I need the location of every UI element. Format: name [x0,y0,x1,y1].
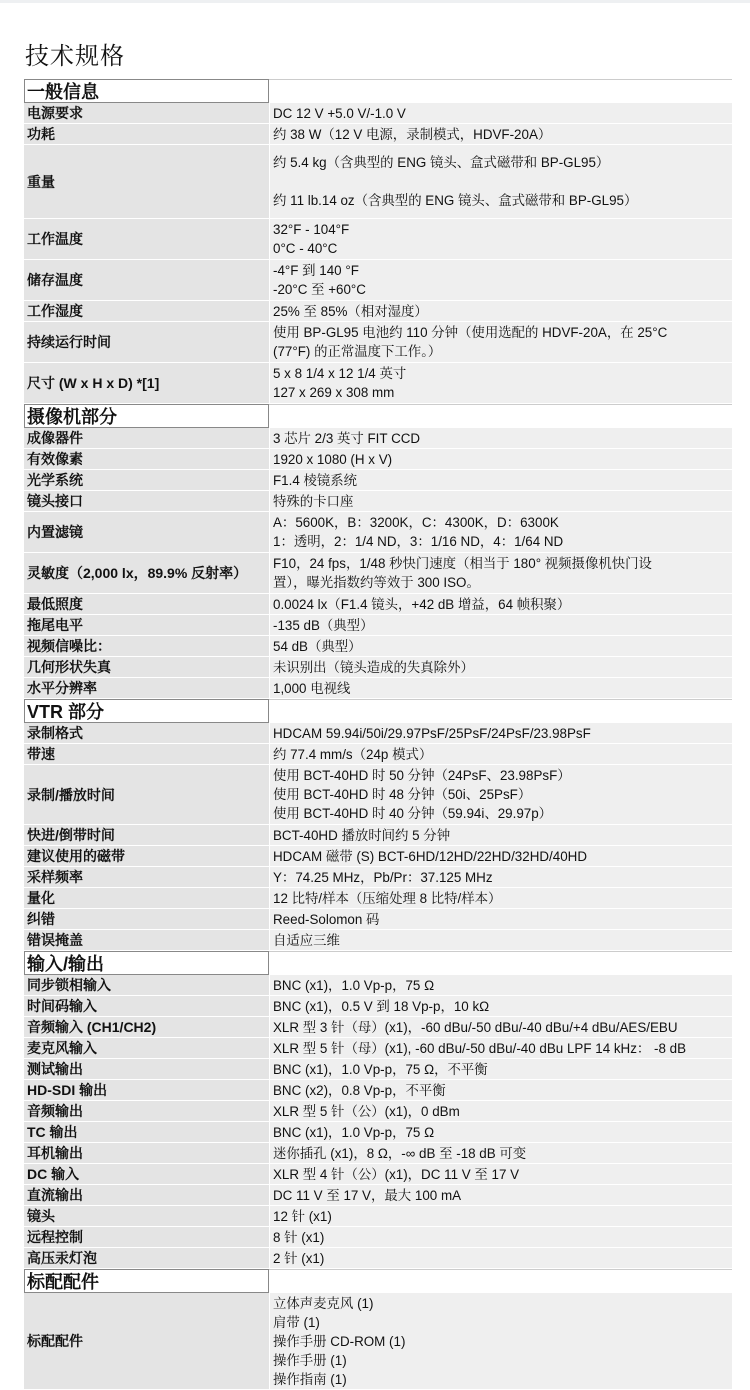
value-line: -135 dB（典型） [273,617,374,633]
spec-value [269,765,732,824]
value-line: BNC (x2)，0.8 Vp-p，不平衡 [273,1082,446,1098]
value-line: 12 针 (x1) [273,1208,332,1224]
spec-label: DC 输入 [24,1164,269,1184]
spec-value [269,1080,732,1100]
spec-row [24,636,732,657]
spec-value [269,428,732,448]
spec-value [269,678,732,698]
spec-row [24,1101,732,1122]
spec-label: 工作湿度 [24,301,269,321]
spec-label: 测试输出 [24,1059,269,1079]
value-line: BNC (x1)，1.0 Vp-p，75 Ω，不平衡 [273,1061,488,1077]
spec-label: 灵敏度（2,000 lx，89.9% 反射率） [24,553,269,593]
spec-label: 光学系统 [24,470,269,490]
section-title: VTR 部分 [24,699,269,723]
spec-value [269,145,732,218]
value-line: Reed-Solomon 码 [273,911,380,927]
spec-row [24,553,732,594]
spec-value [269,491,732,511]
spec-label: 音频输出 [24,1101,269,1121]
value-line: HDCAM 59.94i/50i/29.97PsF/25PsF/24PsF/23.98PsF [273,725,591,741]
spec-label: 耳机输出 [24,1143,269,1163]
spec-row [24,1206,732,1227]
spec-label: 时间码输入 [24,996,269,1016]
spec-row [24,491,732,512]
spec-value [269,615,732,635]
spec-value [269,930,732,950]
spec-label: 录制格式 [24,723,269,743]
spec-label: 纠错 [24,909,269,929]
spec-value [269,1017,732,1037]
spec-value [269,744,732,764]
spec-value [269,124,732,144]
spec-value [269,888,732,908]
value-line: BNC (x1)，0.5 V 到 18 Vp-p，10 kΩ [273,998,490,1014]
spec-row [24,1164,732,1185]
value-line: XLR 型 5 针（母）(x1), -60 dBu/-50 dBu/-40 dBu LPF 14 kHz： -8 dB [273,1040,687,1056]
spec-value [269,301,732,321]
spec-row [24,1080,732,1101]
spec-row [24,470,732,491]
spec-value [269,594,732,614]
spec-label: 拖尾电平 [24,615,269,635]
section-header-blank [269,79,732,103]
section-header [24,699,732,723]
value-line: F10，24 fps，1/48 秒快门速度（相当于 180° 视频摄像机快门设 [273,556,652,571]
top-divider [0,0,750,3]
spec-label: 功耗 [24,124,269,144]
spec-value [269,825,732,845]
value-line: 约 11 lb.14 oz（含典型的 ENG 镜头、盒式磁带和 BP-GL95） [273,193,638,208]
spec-value [269,1038,732,1058]
spec-value [269,470,732,490]
spec-label: 快进/倒带时间 [24,825,269,845]
spec-row [24,1122,732,1143]
value-line: 5 x 8 1/4 x 12 1/4 英寸 [273,366,407,381]
value-line: 约 77.4 mm/s（24p 模式） [273,746,433,762]
spec-label: 音频输入 (CH1/CH2) [24,1017,269,1037]
value-line: 32°F - 104°F [273,222,350,237]
value-line: 1920 x 1080 (H x V) [273,451,393,467]
spec-row [24,765,732,825]
value-line: 25% 至 85%（相对湿度） [273,303,428,319]
section-header-blank [269,404,732,428]
spec-row [24,744,732,765]
spec-row [24,678,732,699]
value-line: 约 5.4 kg（含典型的 ENG 镜头、盒式磁带和 BP-GL95） [273,155,610,170]
spec-label: 建议使用的磁带 [24,846,269,866]
spec-value [269,975,732,995]
spec-value [269,512,732,552]
value-line: 肩带 (1) [273,1314,320,1330]
spec-value [269,1143,732,1163]
value-line: 2 针 (x1) [273,1250,325,1266]
spec-value [269,723,732,743]
spec-value [269,363,732,403]
value-line: 8 针 (x1) [273,1229,325,1245]
spec-label: 同步锁相输入 [24,975,269,995]
spec-label: 视频信噪比： [24,636,269,656]
value-line: 操作手册 (1) [273,1352,347,1368]
value-line: 0°C - 40°C [273,241,338,256]
spec-value [269,867,732,887]
value-line: 使用 BCT-40HD 时 40 分钟（59.94i、29.97p） [273,806,553,821]
spec-row [24,888,732,909]
spec-value [269,260,732,300]
spec-value [269,846,732,866]
page-title: 技术规格 [25,43,125,70]
value-line: 0.0024 lx（F1.4 镜头，+42 dB 增益，64 帧积聚） [273,596,571,612]
spec-row [24,428,732,449]
section-title: 一般信息 [24,79,269,103]
spec-value [269,636,732,656]
spec-label: 重量 [24,145,269,218]
spec-row [24,301,732,322]
spec-label: 有效像素 [24,449,269,469]
value-line: 立体声麦克风 (1) [273,1295,374,1311]
spec-value [269,1227,732,1247]
spec-label: 直流输出 [24,1185,269,1205]
spec-value [269,1059,732,1079]
value-line: 约 38 W（12 V 电源，录制模式，HDVF-20A） [273,126,552,142]
value-line: XLR 型 5 针（公）(x1)，0 dBm [273,1103,460,1119]
spec-label: 内置滤镜 [24,512,269,552]
value-line: 1,000 电视线 [273,680,351,696]
spec-value [269,1101,732,1121]
spec-label: 最低照度 [24,594,269,614]
spec-value [269,1206,732,1226]
spec-value [269,657,732,677]
section-title: 标配配件 [24,1269,269,1293]
value-line: 特殊的卡口座 [273,493,354,509]
value-line: 未识别出（镜头造成的失真除外） [273,659,474,675]
spec-row [24,1038,732,1059]
spec-value [269,103,732,123]
value-line: HDCAM 磁带 (S) BCT-6HD/12HD/22HD/32HD/40HD [273,848,587,864]
value-line: BNC (x1)，1.0 Vp-p，75 Ω [273,1124,435,1140]
spec-row [24,825,732,846]
spec-row [24,909,732,930]
spec-label: 录制/播放时间 [24,765,269,824]
value-line: 3 芯片 2/3 英寸 FIT CCD [273,430,421,446]
spec-row [24,867,732,888]
value-line: BNC (x1)，1.0 Vp-p，75 Ω [273,977,435,993]
spec-label: 几何形状失真 [24,657,269,677]
spec-row [24,1059,732,1080]
spec-label: 尺寸 (W x H x D) *[1] [24,363,269,403]
value-line: Y：74.25 MHz，Pb/Pr：37.125 MHz [273,869,493,885]
spec-label: HD-SDI 输出 [24,1080,269,1100]
value-line: XLR 型 3 针（母）(x1)，-60 dBu/-50 dBu/-40 dBu/+4 dBu/AES/EBU [273,1019,678,1035]
spec-value [269,909,732,929]
value-line: 置），曝光指数约等效于 300 ISO。 [273,575,480,590]
spec-value [269,996,732,1016]
spec-value [269,1293,732,1389]
spec-value [269,1248,732,1268]
value-line: 迷你插孔 (x1)，8 Ω，-∞ dB 至 -18 dB 可变 [273,1145,527,1161]
value-line: 使用 BCT-40HD 时 50 分钟（24PsF、23.98PsF） [273,768,571,783]
spec-label: 标配配件 [24,1293,269,1389]
value-line: 使用 BP-GL95 电池约 110 分钟（使用选配的 HDVF-20A，在 25°C [273,325,668,340]
section-header [24,79,732,103]
spec-value [269,449,732,469]
section-header [24,951,732,975]
spec-row [24,449,732,470]
section-header [24,404,732,428]
spec-label: 错误掩盖 [24,930,269,950]
spec-row [24,930,732,951]
spec-row [24,1143,732,1164]
section-title: 摄像机部分 [24,404,269,428]
spec-label: 电源要求 [24,103,269,123]
spec-label: 储存温度 [24,260,269,300]
spec-label: 麦克风输入 [24,1038,269,1058]
value-line: -4°F 到 140 °F [273,263,359,278]
spec-value [269,219,732,259]
blank-line [273,172,732,191]
spec-label: 远程控制 [24,1227,269,1247]
spec-label: 水平分辨率 [24,678,269,698]
value-line: (77°F) 的正常温度下工作。） [273,344,442,359]
value-line: 操作指南 (1) [273,1371,347,1387]
spec-row [24,594,732,615]
spec-value [269,322,732,362]
spec-table [24,79,732,1390]
spec-row [24,103,732,124]
section-header [24,1269,732,1293]
spec-row [24,219,732,260]
value-line: 127 x 269 x 308 mm [273,385,395,400]
spec-row [24,846,732,867]
section-header-blank [269,1269,732,1293]
spec-row [24,1017,732,1038]
spec-row [24,1185,732,1206]
spec-row [24,996,732,1017]
spec-label: TC 输出 [24,1122,269,1142]
value-line: A：5600K，B：3200K，C：4300K，D：6300K [273,515,559,530]
value-line: XLR 型 4 针（公）(x1)，DC 11 V 至 17 V [273,1166,520,1182]
spec-label: 带速 [24,744,269,764]
spec-row [24,1227,732,1248]
spec-value [269,1185,732,1205]
spec-row [24,615,732,636]
spec-value [269,553,732,593]
spec-row [24,975,732,996]
spec-label: 持续运行时间 [24,322,269,362]
spec-row [24,657,732,678]
spec-label: 高压汞灯泡 [24,1248,269,1268]
spec-label: 采样频率 [24,867,269,887]
spec-label: 镜头接口 [24,491,269,511]
value-line: F1.4 棱镜系统 [273,472,358,488]
section-title: 输入/输出 [24,951,269,975]
value-line: DC 12 V +5.0 V/-1.0 V [273,105,406,121]
spec-row [24,512,732,553]
spec-label: 成像器件 [24,428,269,448]
value-line: -20°C 至 +60°C [273,282,366,297]
section-header-blank [269,951,732,975]
spec-label: 镜头 [24,1206,269,1226]
spec-row [24,723,732,744]
value-line: 1：透明，2：1/4 ND，3：1/16 ND，4：1/64 ND [273,534,564,549]
spec-row [24,1248,732,1269]
spec-row [24,363,732,404]
value-line: 自适应三维 [273,932,340,948]
value-line: BCT-40HD 播放时间约 5 分钟 [273,827,451,843]
spec-row [24,1293,732,1390]
value-line: 12 比特/样本（压缩处理 8 比特/样本） [273,890,502,906]
spec-value [269,1164,732,1184]
spec-row [24,260,732,301]
spec-row [24,124,732,145]
spec-row [24,145,732,219]
value-line: 54 dB（典型） [273,638,362,654]
value-line: 操作手册 CD-ROM (1) [273,1333,406,1349]
section-header-blank [269,699,732,723]
spec-value [269,1122,732,1142]
spec-label: 工作温度 [24,219,269,259]
value-line: 使用 BCT-40HD 时 48 分钟（50i、25PsF） [273,787,532,802]
value-line: DC 11 V 至 17 V，最大 100 mA [273,1187,462,1203]
spec-label: 量化 [24,888,269,908]
spec-row [24,322,732,363]
